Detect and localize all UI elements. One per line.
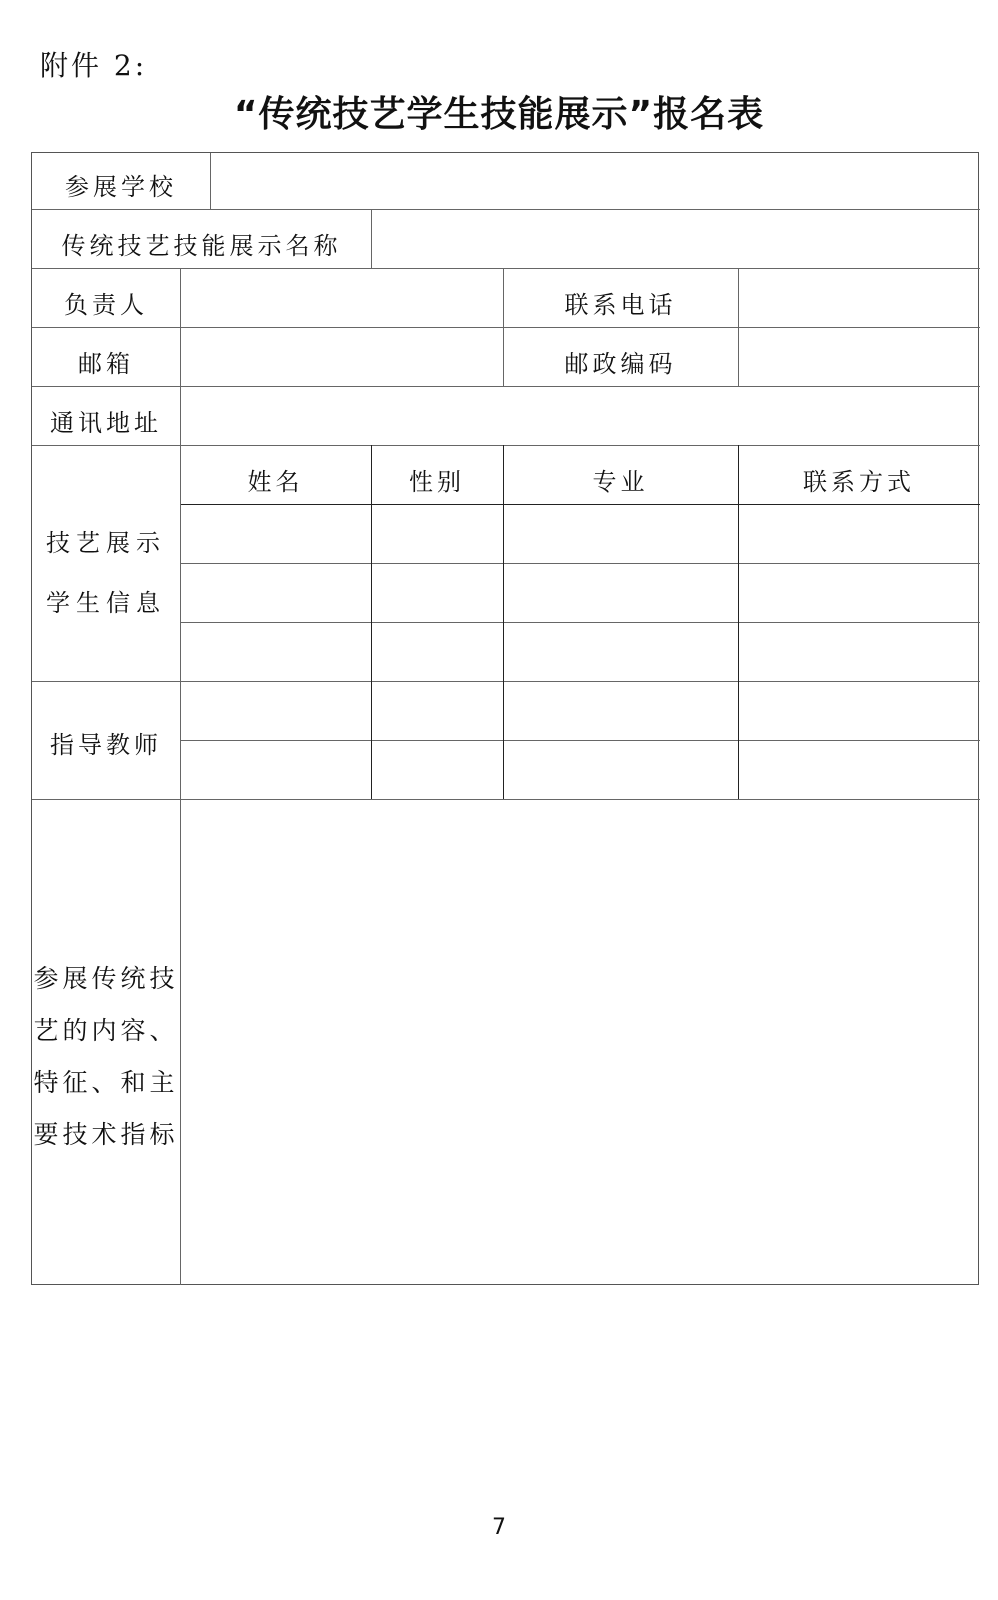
column-header-contact: 联系方式 <box>803 467 915 496</box>
page-title: “传统技艺学生技能展示”报名表 <box>233 94 765 135</box>
phone-field[interactable] <box>738 268 980 327</box>
content-label-line1: 参展传统技 <box>33 964 179 993</box>
registration-form <box>31 152 979 1285</box>
postcode-label: 邮政编码 <box>564 349 677 378</box>
address-label: 通讯地址 <box>50 408 162 437</box>
postcode-field[interactable] <box>738 327 980 386</box>
school-field[interactable] <box>210 153 980 209</box>
showcase-name-label: 传统技艺技能展示名称 <box>61 231 342 260</box>
column-header-name: 姓名 <box>247 467 304 496</box>
content-label-line3: 特征、和主 <box>33 1068 179 1097</box>
address-field[interactable] <box>180 386 980 445</box>
page-number: 7 <box>492 1515 506 1540</box>
column-header-gender: 性别 <box>409 467 465 496</box>
student-rows-area[interactable] <box>180 504 980 681</box>
content-label <box>32 799 180 1285</box>
student-info-label-line2: 学生信息 <box>46 589 166 617</box>
school-label: 参展学校 <box>65 173 177 201</box>
showcase-name-field[interactable] <box>371 209 980 268</box>
teacher-label: 指导教师 <box>50 731 162 759</box>
column-header-major: 专业 <box>592 467 649 496</box>
leader-field[interactable] <box>180 268 503 327</box>
email-label: 邮箱 <box>78 349 134 378</box>
leader-label: 负责人 <box>64 290 148 319</box>
email-field[interactable] <box>180 327 503 386</box>
phone-label: 联系电话 <box>564 290 677 319</box>
teacher-rows-area[interactable] <box>180 681 980 799</box>
content-field[interactable] <box>180 799 980 1285</box>
student-info-label <box>32 445 180 681</box>
student-info-label-line1: 技艺展示 <box>46 529 166 557</box>
content-label-line4: 要技术指标 <box>33 1120 179 1149</box>
attachment-label: 附件 2: <box>40 49 148 82</box>
content-label-line2: 艺的内容、 <box>33 1016 179 1045</box>
